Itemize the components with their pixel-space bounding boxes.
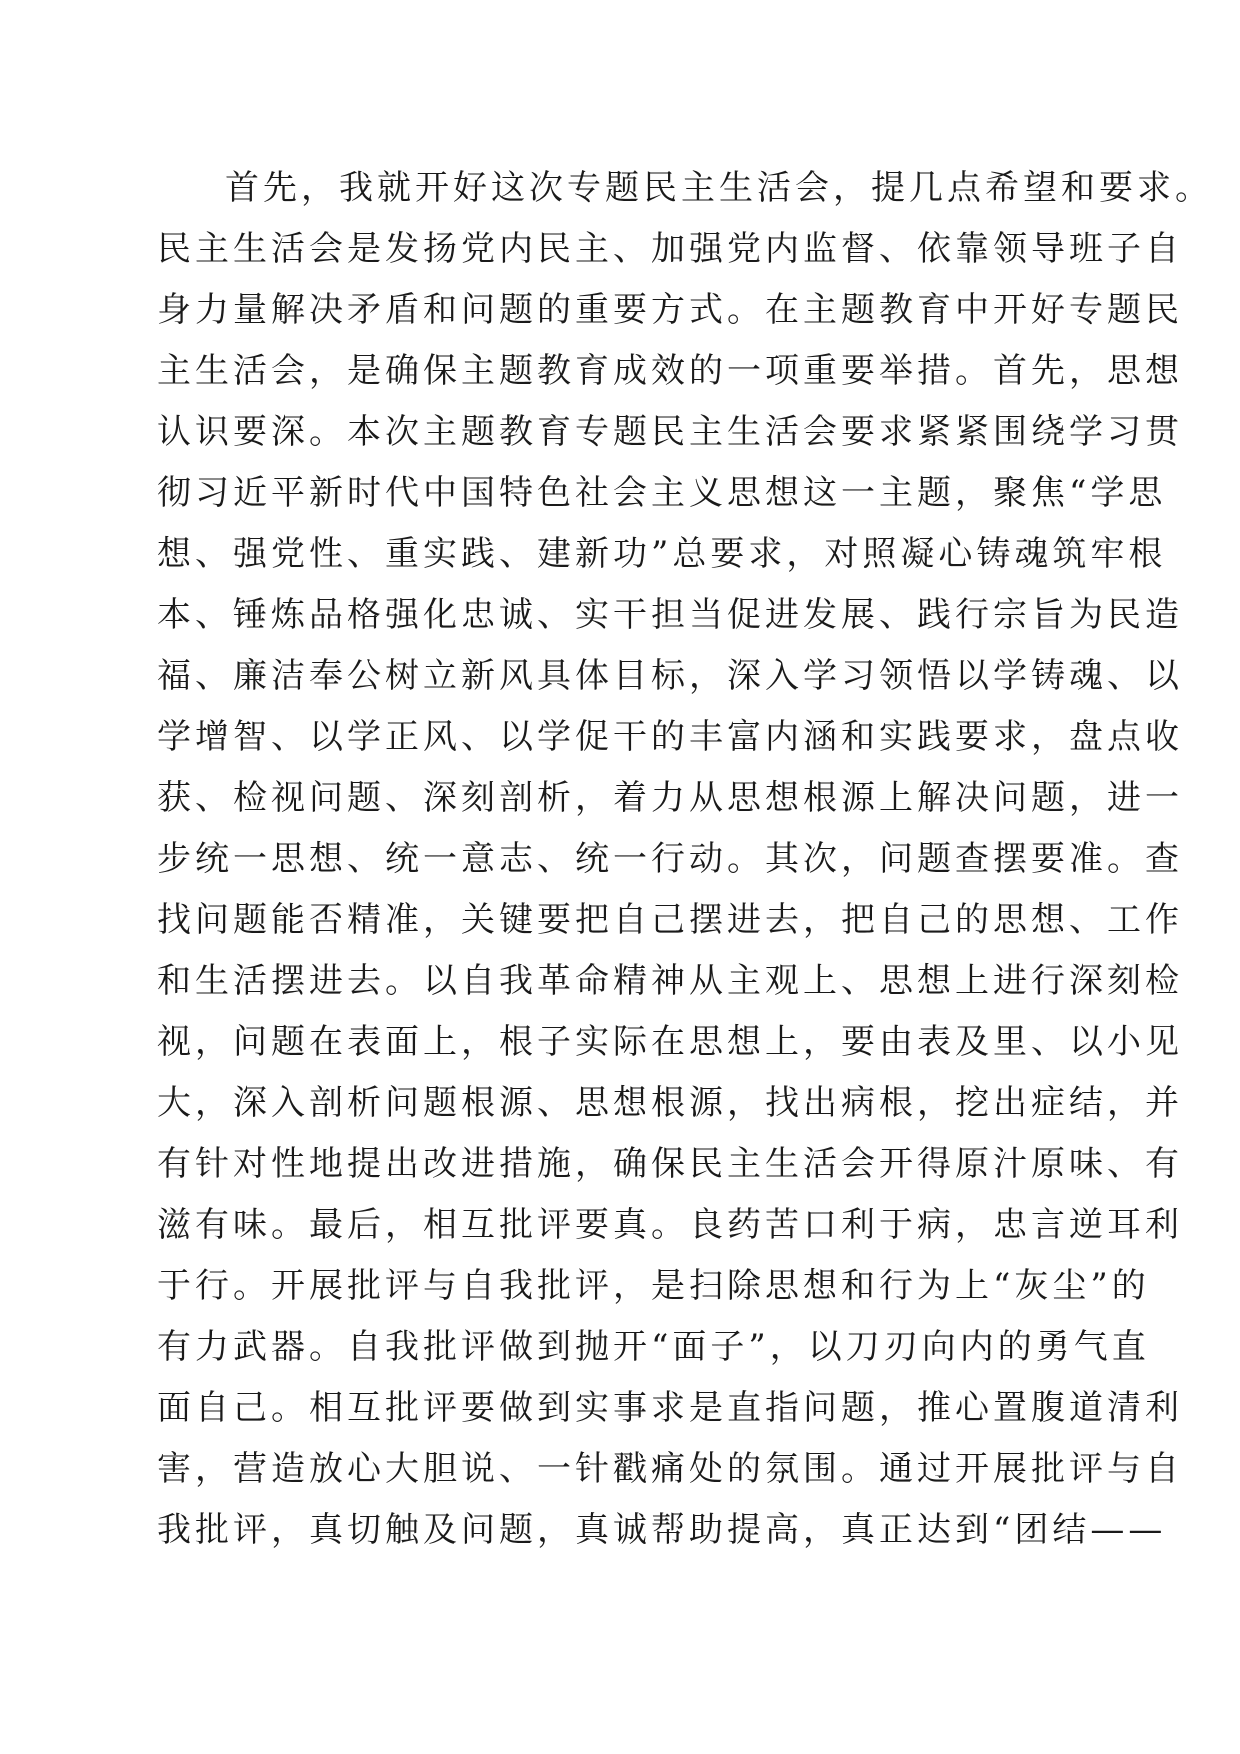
- text-line: 我批评，真切触及问题，真诚帮助提高，真正达到“团结——: [157, 1510, 1167, 1550]
- text-line: 步统一思想、统一意志、统一行动。其次，问题查摆要准。查: [157, 839, 1183, 879]
- text-line: 首先，我就开好这次专题民主生活会，提几点希望和要求。: [225, 168, 1213, 208]
- text-line: 滋有味。最后，相互批评要真。良药苦口利于病，忠言逆耳利: [157, 1205, 1183, 1245]
- text-line: 有针对性地提出改进措施，确保民主生活会开得原汁原味、有: [157, 1144, 1183, 1184]
- text-line: 学增智、以学正风、以学促干的丰富内涵和实践要求，盘点收: [157, 717, 1183, 757]
- text-line: 和生活摆进去。以自我革命精神从主观上、思想上进行深刻检: [157, 961, 1183, 1001]
- text-line: 于行。开展批评与自我批评，是扫除思想和行为上“灰尘”的: [157, 1266, 1150, 1306]
- text-line: 认识要深。本次主题教育专题民主生活会要求紧紧围绕学习贯: [157, 412, 1183, 452]
- text-line: 找问题能否精准，关键要把自己摆进去，把自己的思想、工作: [157, 900, 1183, 940]
- text-line: 想、强党性、重实践、建新功”总要求，对照凝心铸魂筑牢根: [157, 534, 1167, 574]
- text-line: 福、廉洁奉公树立新风具体目标，深入学习领悟以学铸魂、以: [157, 656, 1183, 696]
- text-line: 面自己。相互批评要做到实事求是直指问题，推心置腹道清利: [157, 1388, 1183, 1428]
- text-line: 大，深入剖析问题根源、思想根源，找出病根，挖出症结，并: [157, 1083, 1183, 1123]
- text-line: 视，问题在表面上，根子实际在思想上，要由表及里、以小见: [157, 1022, 1183, 1062]
- text-line: 彻习近平新时代中国特色社会主义思想这一主题，聚焦“学思: [157, 473, 1167, 513]
- body-paragraph: [157, 158, 1213, 1561]
- text-line: 获、检视问题、深刻剖析，着力从思想根源上解决问题，进一: [157, 778, 1183, 818]
- text-line: 主生活会，是确保主题教育成效的一项重要举措。首先，思想: [157, 351, 1183, 391]
- text-line: 有力武器。自我批评做到抛开“面子”，以刀刃向内的勇气直: [157, 1327, 1150, 1367]
- text-line: 本、锤炼品格强化忠诚、实干担当促进发展、践行宗旨为民造: [157, 595, 1183, 635]
- text-line: 害，营造放心大胆说、一针戳痛处的氛围。通过开展批评与自: [157, 1449, 1183, 1489]
- text-line: 身力量解决矛盾和问题的重要方式。在主题教育中开好专题民: [157, 290, 1183, 330]
- text-line: 民主生活会是发扬党内民主、加强党内监督、依靠领导班子自: [157, 229, 1183, 269]
